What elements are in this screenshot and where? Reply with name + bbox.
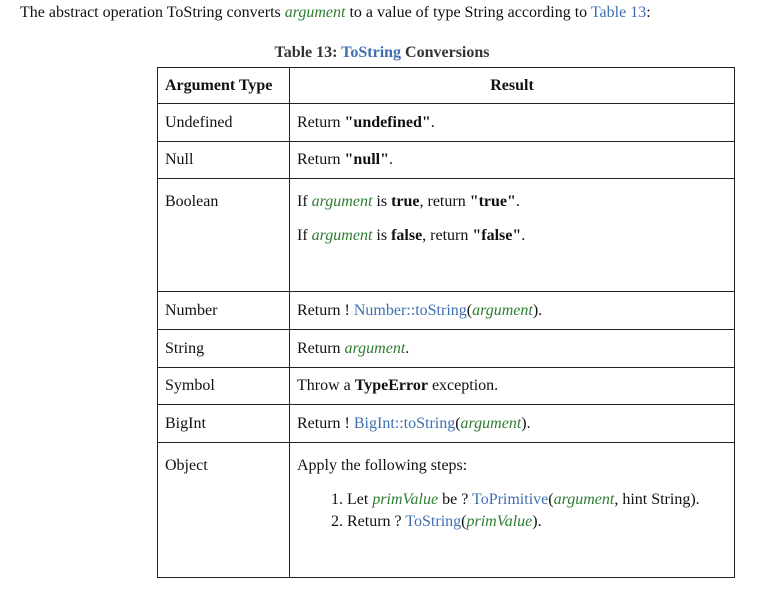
result-cell-object — [290, 443, 735, 578]
intro-suffix: : — [646, 4, 651, 21]
argument-variable: argument — [311, 193, 373, 210]
caption-prefix: Table 13: — [274, 44, 342, 61]
object-steps-list — [297, 491, 727, 531]
argument-variable: argument — [311, 227, 373, 244]
result-cell-number: Return ! Number::toString(argument). — [290, 292, 735, 330]
argument-variable: argument — [553, 491, 615, 508]
toprimitive-link[interactable]: ToPrimitive — [472, 491, 549, 508]
object-steps-intro: Apply the following steps: — [297, 457, 468, 474]
argument-variable: argument — [344, 339, 406, 357]
caption-suffix: Conversions — [401, 44, 490, 61]
type-cell-string: String — [158, 330, 290, 368]
caption-tostring-link[interactable]: ToString — [341, 44, 402, 61]
result-cell-undefined: Return "undefined". — [290, 104, 735, 142]
object-step-1: 1. Let primValue be ? ToPrimitive(argument, hint String). — [347, 491, 727, 509]
header-argument-type: Argument Type — [158, 68, 290, 104]
result-cell-null: Return "null". — [290, 142, 735, 179]
type-cell-null: Null — [158, 142, 290, 179]
argument-variable: argument — [472, 301, 533, 319]
intro-text: The abstract operation ToString converts — [20, 4, 285, 21]
type-cell-symbol: Symbol — [158, 368, 290, 405]
result-cell-string: Return argument. — [290, 330, 735, 368]
tostring-link[interactable]: ToString — [405, 513, 462, 530]
tostring-conversions-table — [157, 67, 735, 578]
object-step-2: 2. Return ? ToString(primValue). — [347, 513, 727, 531]
header-result: Result — [290, 68, 735, 104]
intro-argument-variable: argument — [284, 4, 346, 21]
type-cell-object: Object — [158, 443, 290, 578]
primvalue-variable: primValue — [466, 513, 533, 530]
type-cell-boolean: Boolean — [158, 179, 290, 292]
table-row — [158, 142, 735, 179]
table-row — [158, 104, 735, 142]
header-row — [158, 68, 735, 104]
table-row — [158, 292, 735, 330]
bigint-tostring-link[interactable]: BigInt::toString — [353, 414, 456, 432]
table-row — [158, 405, 735, 443]
intro-text-middle: to a value of type String according to — [345, 4, 591, 21]
type-cell-bigint: BigInt — [158, 405, 290, 443]
table-row — [158, 179, 735, 292]
boolean-true-line: If argument is true, return "true". — [297, 193, 520, 210]
result-cell-boolean — [290, 179, 735, 292]
table-row — [158, 443, 735, 578]
primvalue-variable: primValue — [372, 491, 439, 508]
intro-paragraph — [20, 4, 651, 22]
result-cell-bigint: Return ! BigInt::toString(argument). — [290, 405, 735, 443]
argument-variable: argument — [460, 414, 522, 432]
type-cell-number: Number — [158, 292, 290, 330]
number-tostring-link[interactable]: Number::toString — [353, 301, 467, 319]
table-caption — [0, 44, 764, 62]
boolean-false-line: If argument is false, return "false". — [297, 227, 526, 244]
result-cell-symbol: Throw a TypeError exception. — [290, 368, 735, 405]
table-row — [158, 330, 735, 368]
table-row — [158, 368, 735, 405]
type-cell-undefined: Undefined — [158, 104, 290, 142]
table-13-link[interactable]: Table 13 — [590, 4, 647, 21]
